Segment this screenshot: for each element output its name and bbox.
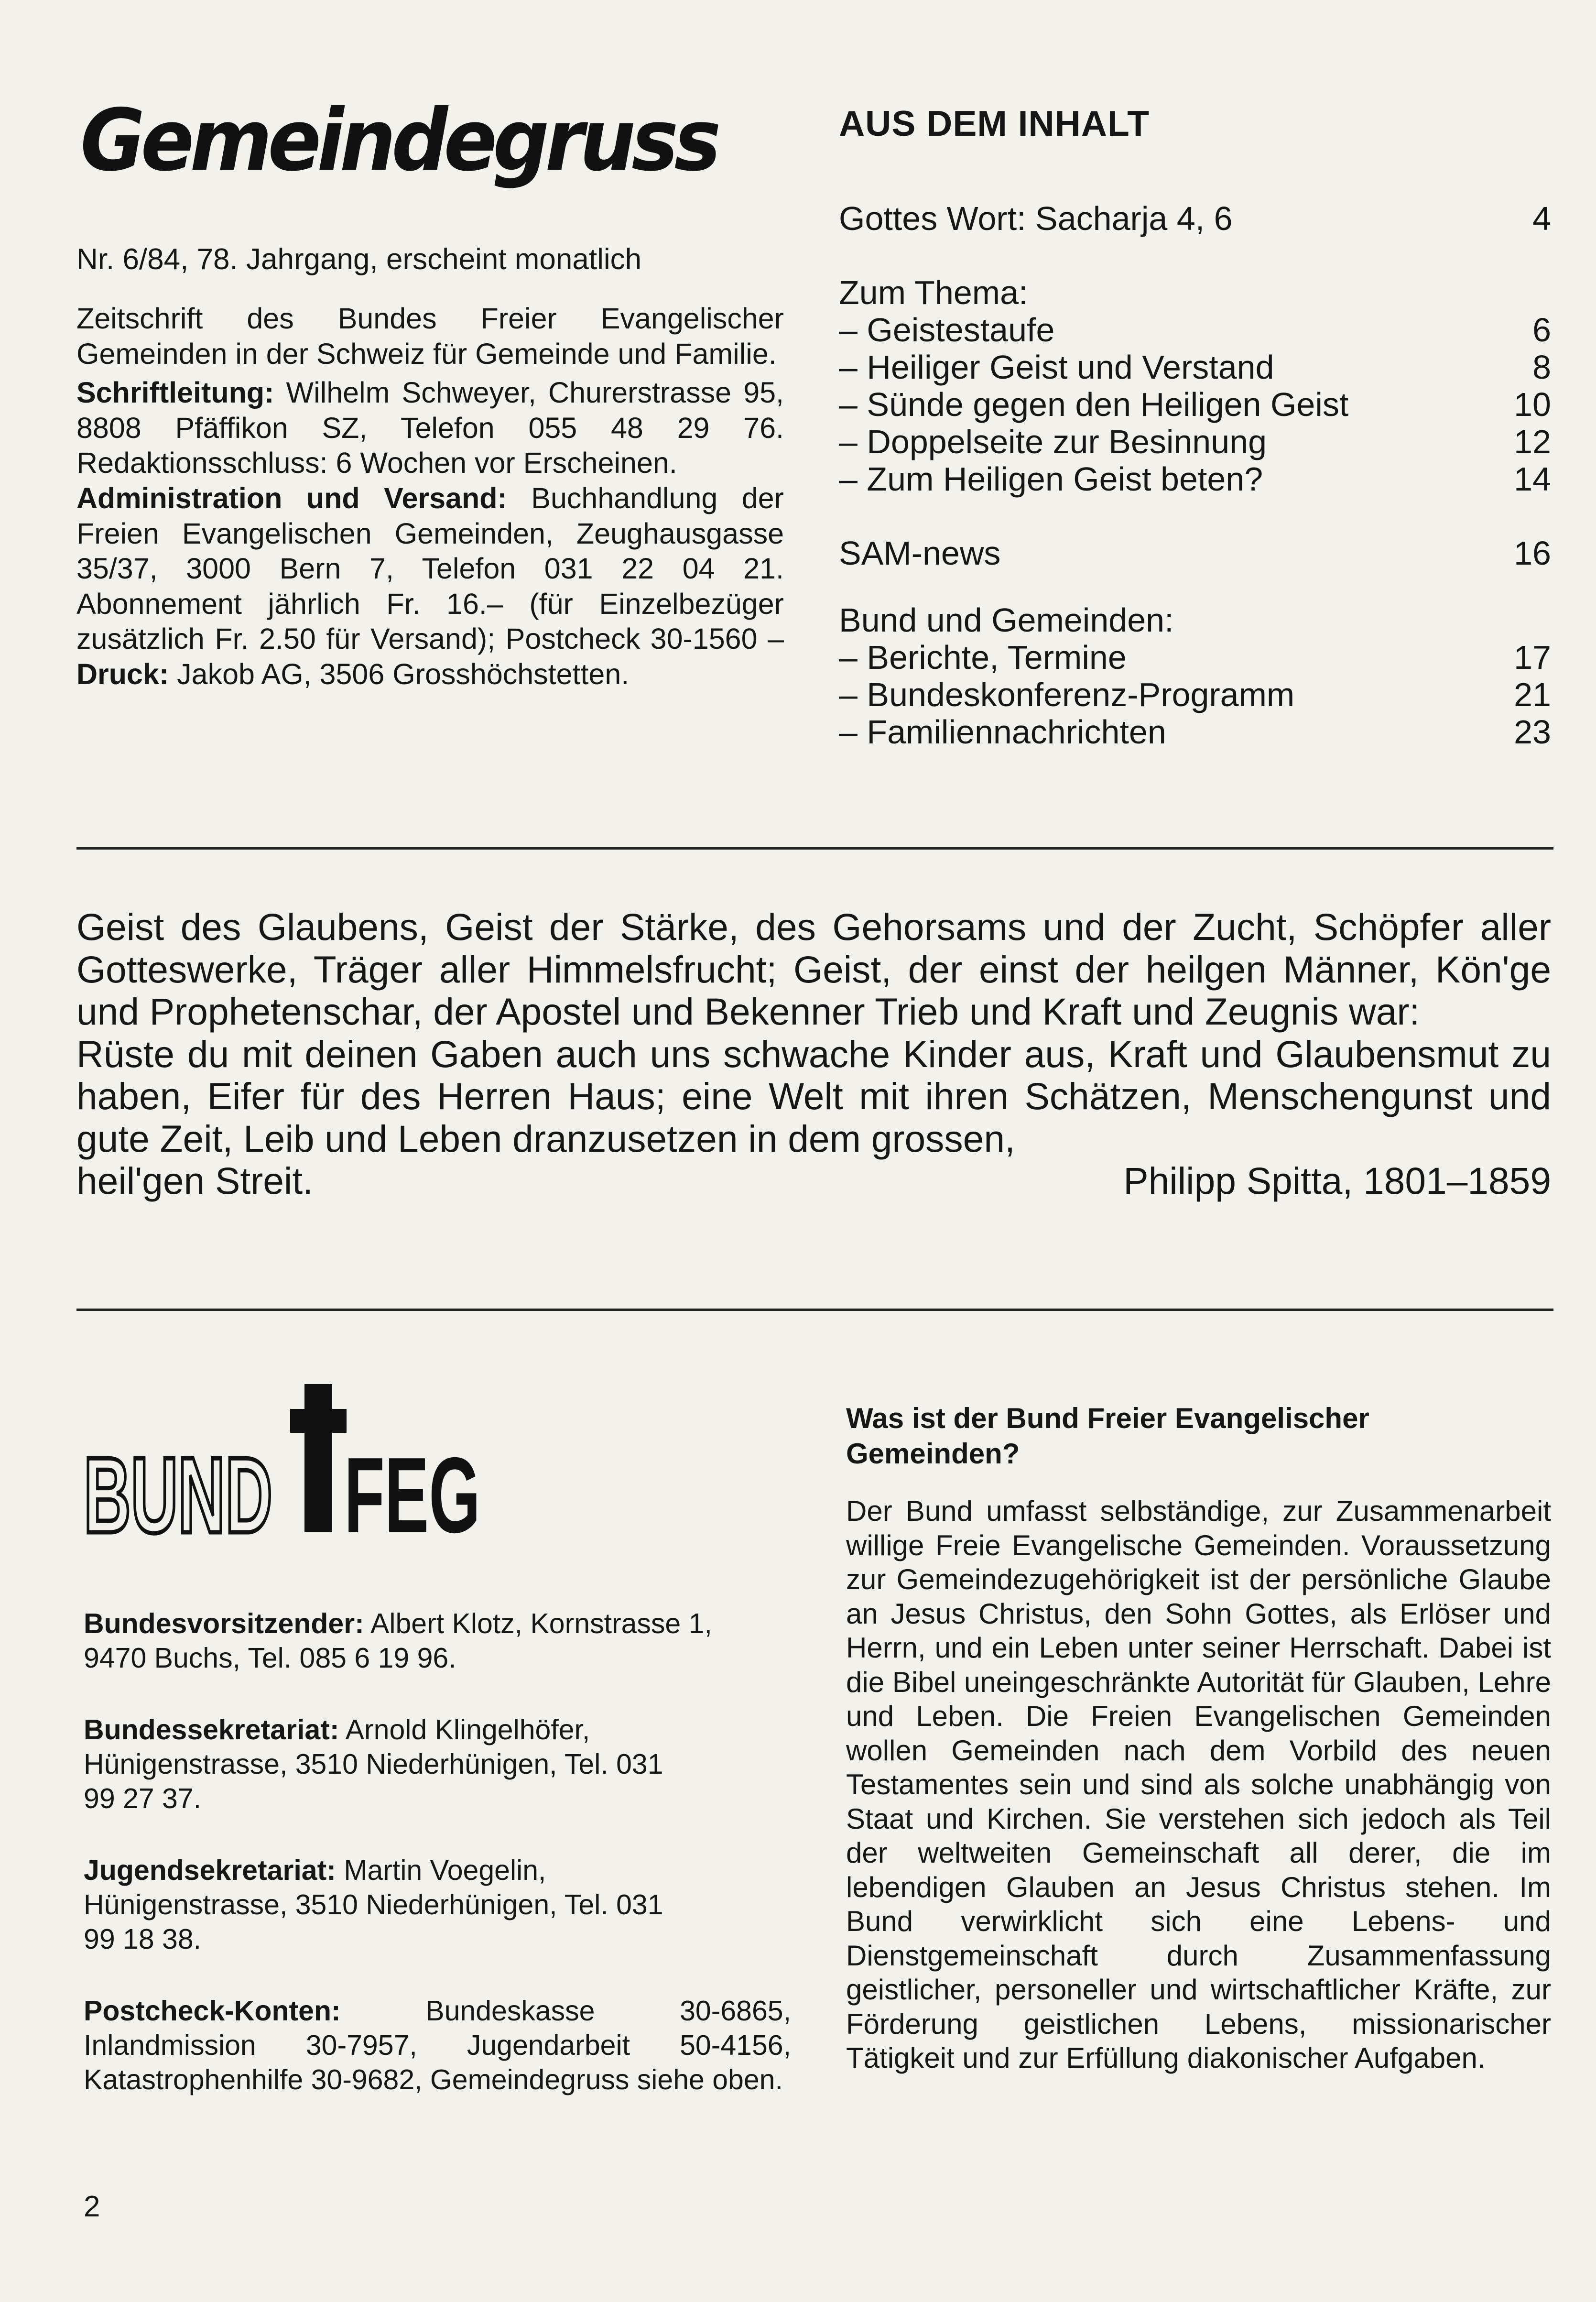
contact-text: Arnold Klingelhöfer, Hünigenstrasse, 3510 Niederhünigen, Tel. 031 99 27 37. [84, 1714, 663, 1814]
toc-entry-label: – Zum Heiligen Geist beten? [839, 460, 1263, 498]
toc-entry-page: 17 [1514, 639, 1551, 676]
toc-entry-page: 6 [1532, 311, 1551, 349]
toc-entry-label: – Familiennachrichten [839, 713, 1166, 751]
toc-entry-page: 4 [1532, 200, 1551, 237]
toc-heading: AUS DEM INHALT [839, 103, 1150, 143]
divider-bottom [76, 1309, 1553, 1311]
toc-entry-page: 16 [1514, 535, 1551, 572]
hymn-verse-1: Geist des Glaubens, Geist der Stärke, des Gehorsams und der Zucht, Schöpfer aller Gotteswerke, Träger aller Himmelsfrucht; Geist, der einst der heilgen Männer, Kön'ge und Prophetenschar, der Apostel und Bekenner Trieb und Kraft und Zeugnis war: [76, 906, 1551, 1033]
toc-entry-label: SAM-news [839, 535, 1001, 572]
toc-entry-label: – Heiliger Geist und Verstand [839, 349, 1274, 386]
toc-entry [839, 535, 1551, 572]
toc-group [839, 274, 1551, 498]
toc-entry-page: 12 [1514, 423, 1551, 460]
issue-line: Nr. 6/84, 78. Jahrgang, erscheint monatlich [76, 243, 642, 276]
print-text: Jakob AG, 3506 Grosshöchstetten. [169, 657, 630, 690]
admin-text: Buchhandlung der Freien Evangelischen Gemeinden, Zeughausgasse 35/37, 3000 Bern 7, Telefon 031 22 04 21. Abonnement jährlich Fr. 16.– (für Einzelbezüger zusätzlich Fr. 2.50 für Versand); Postcheck 30-1560 – [76, 481, 784, 655]
toc-entry [839, 639, 1551, 676]
print-label: Druck: [76, 657, 169, 690]
about-heading: Was ist der Bund Freier Evangelischer Gemeinden? [846, 1402, 1369, 1470]
divider-top [76, 847, 1553, 850]
cross-icon [290, 1384, 347, 1532]
toc-entry [839, 311, 1551, 349]
feg-logo-text: FEG [344, 1435, 480, 1555]
contact-entry [84, 1853, 676, 1956]
toc-entry-label: – Bundeskonferenz-Programm [839, 676, 1295, 713]
toc-entry-label: – Geistestaufe [839, 311, 1055, 349]
toc-entry-page: 8 [1532, 349, 1551, 386]
editor-text: Wilhelm Schweyer, Churerstrasse 95, 8808 Pfäffikon SZ, Telefon 055 48 29 76. Redaktionsschluss: 6 Wochen vor Erscheinen. [76, 376, 784, 480]
contact-text: Martin Voegelin, Hünigenstrasse, 3510 Niederhünigen, Tel. 031 99 18 38. [84, 1855, 663, 1955]
masthead-logo: Gemeindegruss [80, 90, 717, 190]
toc-entry-page: 21 [1514, 676, 1551, 713]
toc-entry [839, 423, 1551, 460]
editor-info [76, 375, 784, 481]
publisher-info [76, 301, 784, 692]
page-number: 2 [84, 2190, 100, 2223]
toc-entry-page: 10 [1514, 386, 1551, 423]
toc-entry [839, 460, 1551, 498]
toc-entry [839, 713, 1551, 751]
hymn-last-line [76, 1160, 1551, 1202]
contact-label: Jugendsekretariat: [84, 1855, 336, 1886]
contact-label: Postcheck-Konten: [84, 1995, 341, 2027]
contact-entry [84, 1713, 686, 1816]
bund-feg-logo [84, 1384, 495, 1555]
toc-group [839, 601, 1551, 751]
hymn-verse-2: Rüste du mit deinen Gaben auch uns schwache Kinder aus, Kraft und Glaubensmut zu haben, Eifer für des Herren Haus; eine Welt mit ihren Schätzen, Menschengunst und gute Zeit, Leib und Leben dranzusetzen in dem grossen, [76, 1033, 1551, 1160]
hymn-author: Philipp Spitta, 1801–1859 [1123, 1160, 1551, 1202]
toc-entry [839, 200, 1551, 237]
toc-group [839, 200, 1551, 237]
toc-entry-label: Gottes Wort: Sacharja 4, 6 [839, 200, 1233, 237]
contact-text: Bundeskasse 30-6865, Inlandmission 30-7957, Jugendarbeit 50-4156, Katastrophenhilfe 30-9682, Gemeindegruss siehe oben. [84, 1995, 791, 2095]
toc-entry-label: – Doppelseite zur Besinnung [839, 423, 1267, 460]
admin-label: Administration und Versand: [76, 481, 507, 514]
editor-label: Schriftleitung: [76, 376, 274, 409]
admin-info [76, 481, 784, 692]
publication-description: Zeitschrift des Bundes Freier Evangelischer Gemeinden in der Schweiz für Gemeinde und Familie. [76, 302, 784, 370]
toc-group [839, 535, 1551, 572]
toc-entry-page: 23 [1514, 713, 1551, 751]
toc-entry [839, 676, 1551, 713]
contact-text: Albert Klotz, Kornstrasse 1, 9470 Buchs, Tel. 085 6 19 96. [84, 1608, 712, 1674]
hymn-quote [76, 906, 1551, 1202]
toc-entry-label: – Sünde gegen den Heiligen Geist [839, 386, 1349, 423]
toc-entry [839, 386, 1551, 423]
hymn-verse-2-end: heil'gen Streit. [76, 1160, 313, 1202]
contact-entry [84, 1606, 743, 1675]
about-body: Der Bund umfasst selbständige, zur Zusammenarbeit willige Freie Evangelische Gemeinden. Voraussetzung zur Gemeindezugehörigkeit ist der persönliche Glaube an Jesus Christus, den Sohn Gottes, als Erlöser und Herrn, und ein Leben unter seiner Herrschaft. Dabei ist die Bibel uneingeschränkte Autorität für Glauben, Lehre und Leben. Die Freien Evangelischen Gemeinden wollen Gemeinden nach dem Vorbild des neuen Testamentes sein und sind als solche unabhängig von Staat und Kirchen. Sie verstehen sich jedoch als Teil der weltweiten Gemeinschaft all derer, die im lebendigen Glauben an Jesus Christus stehen. Im Bund verwirklicht sich eine Lebens- und Dienstgemeinschaft durch Zusammenfassung geistlicher, personeller und wirtschaftlicher Kräfte, zur Förderung geistlichen Lebens, missionarischer Tätigkeit und zur Erfüllung diakonischer Aufgaben. [846, 1495, 1551, 2074]
contact-entry [84, 1994, 791, 2097]
toc-entry-page: 14 [1514, 460, 1551, 498]
toc-entry [839, 349, 1551, 386]
toc-group-title: Bund und Gemeinden: [839, 601, 1174, 639]
contact-label: Bundessekretariat: [84, 1714, 339, 1746]
toc-entry-label: – Berichte, Termine [839, 639, 1127, 676]
contact-label: Bundesvorsitzender: [84, 1608, 364, 1639]
toc-group-title: Zum Thema: [839, 274, 1028, 311]
bund-logo-text: BUND [84, 1435, 272, 1555]
contacts-block [84, 1606, 791, 2134]
